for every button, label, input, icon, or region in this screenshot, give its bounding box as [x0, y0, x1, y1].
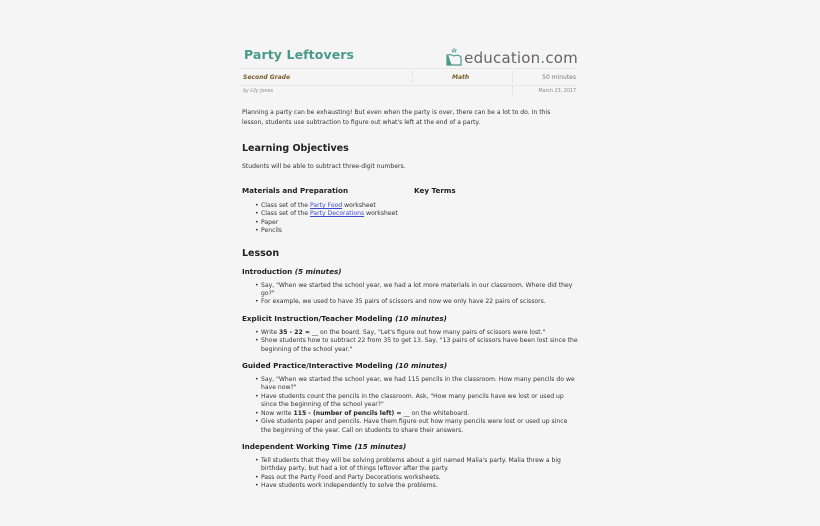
list-item: • Pass out the Party Food and Party Decorations worksheets. — [261, 474, 578, 482]
brand-dot: . — [540, 49, 546, 67]
list-item: • Have students work independently to solve the problems. — [261, 482, 578, 490]
lesson-section-heading — [242, 361, 578, 370]
lesson-section-heading — [242, 442, 578, 451]
section-time: (10 minutes) — [395, 313, 447, 323]
grade-label: Second Grade — [243, 74, 291, 81]
learning-objectives-heading: Learning Objectives — [242, 143, 349, 154]
meta-divider — [512, 71, 513, 83]
list-item: • For example, we used to have 35 pairs of scissors and now we only have 22 pairs of scissors. — [261, 298, 578, 306]
item-text: Class set of the — [261, 202, 310, 209]
document-header — [242, 44, 578, 68]
lesson-section-list — [242, 329, 578, 354]
author-byline: by Lily Jones — [243, 89, 273, 94]
lesson-section-list — [242, 282, 578, 307]
materials-list — [242, 202, 578, 236]
materials-item — [261, 210, 578, 218]
materials-item — [261, 202, 578, 210]
section-title: Independent Working Time — [242, 441, 352, 451]
item-equation: 115 - (number of pencils left) = — [293, 409, 402, 417]
book-logo-icon — [445, 47, 463, 67]
item-text: Write — [261, 328, 280, 336]
section-time: (10 minutes) — [395, 361, 448, 371]
item-equation: 35 - 22 = — [279, 328, 310, 336]
meta-divider — [512, 86, 513, 96]
lesson-section-list — [242, 376, 578, 435]
materials-item: • Pencils — [261, 227, 578, 235]
publish-date: March 23, 2017 — [538, 89, 576, 94]
brand-tld: com — [545, 49, 578, 67]
item-text: __ on the whiteboard. — [401, 409, 470, 417]
author-row — [242, 86, 578, 98]
item-text: Class set of the — [261, 210, 310, 218]
lesson-plan-document — [242, 44, 578, 491]
list-item: • Show students how to subtract 22 from 35 to get 13. Say, "13 pairs of scissors have been lost since the beginning of the school year." — [261, 337, 578, 354]
list-item: • Give students paper and pencils. Have them figure out how many pencils were lost or used up since the beginning of the year. Call on students to share their answers. — [261, 418, 578, 435]
materials-heading: Materials and Preparation — [242, 186, 349, 195]
item-text: worksheet — [342, 202, 376, 209]
intro-paragraph: Planning a party can be exhausting! But even when the party is over, there can be a lot to do. In this lesson, students use subtraction to figure out what's left at the end of a party. — [242, 109, 551, 126]
lesson-meta-row — [242, 69, 578, 85]
materials-key-terms-section — [242, 186, 578, 236]
section-time: (5 minutes) — [294, 266, 342, 276]
list-item: • Have students count the pencils in the classroom. Ask, "How many pencils have we lost or used up since the beginning of the school year?" — [261, 393, 578, 410]
lesson-heading: Lesson — [242, 247, 280, 259]
list-item: • Say, "When we started the school year, we had 115 pencils in the classroom. How many pencils do we have now?" — [261, 376, 578, 393]
section-title: Guided Practice/Interactive Modeling — [242, 361, 393, 371]
section-title: Explicit Instruction/Teacher Modeling — [242, 313, 393, 323]
party-decorations-link[interactable]: Party Decorations — [309, 210, 365, 218]
subject-label: Math — [452, 74, 470, 81]
meta-divider — [412, 71, 413, 83]
list-item: • Say, "When we started the school year, we had a lot more materials in our classroom. Where did they go?" — [261, 282, 578, 299]
materials-item: • Paper — [261, 219, 578, 227]
section-time: (15 minutes) — [354, 441, 407, 451]
party-food-link[interactable]: Party Food — [309, 202, 343, 209]
item-text: worksheet — [364, 210, 398, 218]
item-text: __ on the board. Say, "Let's figure out how many pairs of scissors were lost." — [310, 328, 546, 336]
key-terms-heading: Key Terms — [414, 186, 456, 195]
list-item: • Tell students that they will be solving problems about a girl named Malia's party. Malia threw a big birthday party, but had a lot of things leftover after the party. — [261, 457, 578, 474]
lesson-section-list — [242, 457, 578, 491]
duration-label: 50 minutes — [542, 74, 576, 81]
item-text: Now write — [261, 409, 294, 417]
lesson-section-heading — [242, 314, 578, 323]
brand-wordmark — [464, 49, 578, 67]
brand-name: education — [464, 49, 541, 67]
learning-objectives-text: Students will be able to subtract three-digit numbers. — [242, 163, 406, 170]
list-item — [261, 410, 578, 418]
section-title: Introduction — [242, 266, 293, 276]
lesson-section-heading — [242, 267, 578, 276]
brand-logo[interactable] — [445, 45, 578, 67]
page-title: Party Leftovers — [244, 47, 355, 62]
list-item — [261, 329, 578, 337]
